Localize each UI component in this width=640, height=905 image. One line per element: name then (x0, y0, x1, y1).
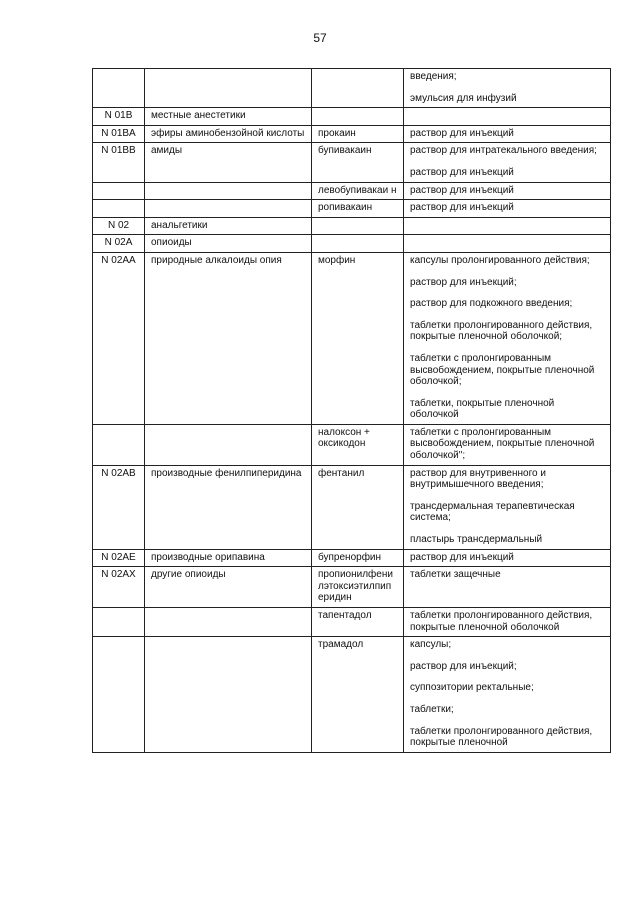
dosage-forms-cell (404, 608, 611, 637)
dosage-forms-cell (404, 549, 611, 567)
table-row (93, 465, 611, 549)
anatomical-group-cell: производные фенилпиперидина (145, 465, 312, 549)
table-row (93, 252, 611, 424)
drug-name-cell: налоксон + оксикодон (312, 424, 404, 465)
atc-code-cell: N 02 (93, 217, 145, 235)
dosage-forms-cell (404, 182, 611, 200)
table-row (93, 637, 611, 753)
drug-name-cell: бупренорфин (312, 549, 404, 567)
dosage-form-item: раствор для инъекций; (410, 660, 517, 672)
atc-code-cell (93, 637, 145, 753)
anatomical-group-cell: эфиры аминобензойной кислоты (145, 125, 312, 143)
dosage-forms-cell (404, 567, 611, 608)
atc-code-cell: N 02AA (93, 252, 145, 424)
table-row (93, 549, 611, 567)
anatomical-group-cell (145, 424, 312, 465)
dosage-form-item: раствор для подкожного введения; (410, 298, 573, 310)
drug-name-cell (312, 108, 404, 126)
atc-code-cell (93, 608, 145, 637)
dosage-forms-cell (404, 465, 611, 549)
dosage-form-item: пластырь трансдермальный (410, 534, 543, 546)
dosage-forms-cell (404, 108, 611, 126)
dosage-form-item: таблетки; (410, 703, 454, 715)
dosage-forms-cell (404, 235, 611, 253)
anatomical-group-cell (145, 608, 312, 637)
atc-code-cell: N 01BA (93, 125, 145, 143)
anatomical-group-cell: амиды (145, 143, 312, 182)
table-row (93, 143, 611, 182)
dosage-form-item: таблетки защечные (410, 569, 501, 581)
dosage-form-item: раствор для инъекций (410, 166, 514, 178)
dosage-form-item: эмульсия для инфузий (410, 92, 517, 104)
drug-name-cell: морфин (312, 252, 404, 424)
drug-name-cell: фентанил (312, 465, 404, 549)
atc-code-cell: N 02AX (93, 567, 145, 608)
anatomical-group-cell: анальгетики (145, 217, 312, 235)
anatomical-group-cell: производные орипавина (145, 549, 312, 567)
table-row (93, 235, 611, 253)
dosage-forms-cell (404, 217, 611, 235)
drug-name-cell: трамадол (312, 637, 404, 753)
atc-code-cell (93, 200, 145, 218)
atc-code-cell: N 01B (93, 108, 145, 126)
drug-name-cell (312, 217, 404, 235)
table-row (93, 125, 611, 143)
table-row (93, 69, 611, 108)
drug-name-cell: пропионилфени лэтоксиэтилпип еридин (312, 567, 404, 608)
dosage-forms-cell (404, 637, 611, 753)
dosage-forms-cell (404, 69, 611, 108)
table-row (93, 217, 611, 235)
anatomical-group-cell (145, 182, 312, 200)
table-row (93, 200, 611, 218)
anatomical-group-cell (145, 69, 312, 108)
table-row (93, 567, 611, 608)
dosage-forms-cell (404, 200, 611, 218)
atc-code-cell (93, 182, 145, 200)
dosage-form-item: таблетки с пролонгированным высвобождением, покрытые пленочной оболочкой; (410, 352, 595, 388)
drug-name-cell (312, 69, 404, 108)
drug-name-cell: левобупивакаи н (312, 182, 404, 200)
anatomical-group-cell: местные анестетики (145, 108, 312, 126)
dosage-form-item: раствор для интратекального введения; (410, 145, 597, 157)
table-row (93, 182, 611, 200)
dosage-forms-cell (404, 252, 611, 424)
dosage-form-item: таблетки пролонгированного действия, покрытые пленочной оболочкой (410, 610, 593, 633)
anatomical-group-cell (145, 637, 312, 753)
anatomical-group-cell: природные алкалоиды опия (145, 252, 312, 424)
atc-code-cell: N 02AE (93, 549, 145, 567)
table-row (93, 608, 611, 637)
drug-name-cell: прокаин (312, 125, 404, 143)
table-body (93, 69, 611, 753)
dosage-form-item: капсулы; (410, 639, 452, 651)
atc-code-cell (93, 69, 145, 108)
drug-name-cell: бупивакаин (312, 143, 404, 182)
drug-name-cell: ропивакаин (312, 200, 404, 218)
dosage-forms-cell (404, 125, 611, 143)
atc-code-cell: N 02A (93, 235, 145, 253)
dosage-form-item: раствор для внутривенного и внутримышечного введения; (410, 467, 546, 491)
anatomical-group-cell (145, 200, 312, 218)
dosage-form-item: суппозитории ректальные; (410, 682, 534, 694)
page-number: 57 (313, 31, 327, 45)
dosage-form-item: трансдермальная терапевтическая система; (410, 500, 575, 524)
atc-code-cell: N 01BB (93, 143, 145, 182)
dosage-forms-cell (404, 143, 611, 182)
dosage-form-item: таблетки пролонгированного действия, покрытые пленочной оболочкой; (410, 319, 593, 343)
atc-code-cell (93, 424, 145, 465)
dosage-form-item: раствор для инъекций (410, 551, 514, 563)
atc-code-cell: N 02AB (93, 465, 145, 549)
dosage-forms-cell (404, 424, 611, 465)
dosage-form-item: таблетки, покрытые пленочной оболочкой (410, 397, 555, 421)
anatomical-group-cell: опиоиды (145, 235, 312, 253)
dosage-form-item: таблетки пролонгированного действия, покрытые пленочной (410, 725, 593, 749)
table-row (93, 108, 611, 126)
dosage-form-item: раствор для инъекций (410, 184, 514, 196)
dosage-form-item: введения; (410, 71, 457, 82)
dosage-form-item: таблетки с пролонгированным высвобождением, покрытые пленочной оболочкой"; (410, 426, 595, 462)
dosage-form-item: раствор для инъекций (410, 127, 514, 139)
anatomical-group-cell: другие опиоиды (145, 567, 312, 608)
dosage-form-item: раствор для инъекций; (410, 276, 517, 288)
drug-table (92, 68, 611, 753)
dosage-form-item: капсулы пролонгированного действия; (410, 254, 590, 266)
drug-name-cell (312, 235, 404, 253)
drug-name-cell: тапентадол (312, 608, 404, 637)
table-row (93, 424, 611, 465)
dosage-form-item: раствор для инъекций (410, 202, 514, 214)
